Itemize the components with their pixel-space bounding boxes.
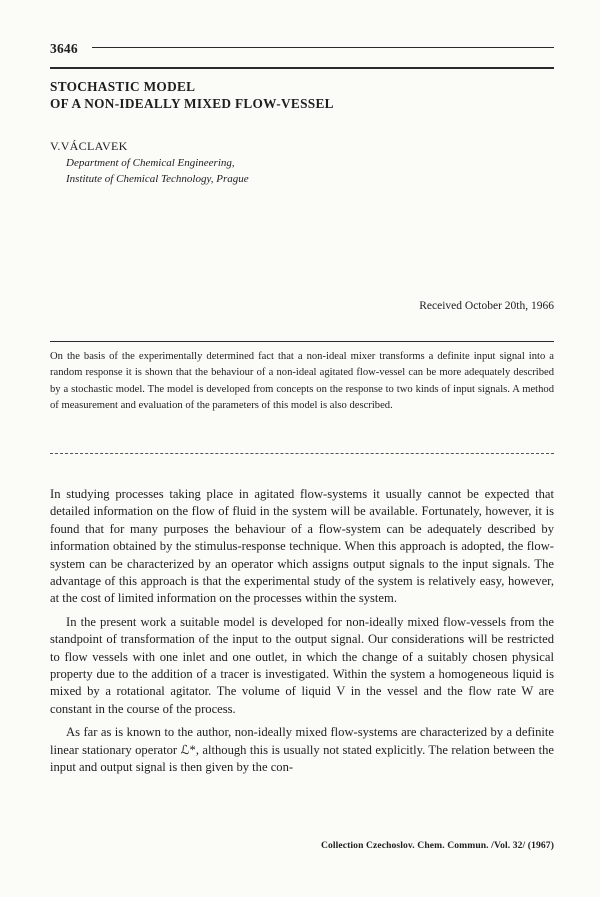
header-rule-thin <box>92 47 554 48</box>
paragraph-2: In the present work a suitable model is developed for non-ideally mixed flow-vessels from the standpoint of transformation of the input to the output signal. Our considerations will be restricted to flow vessels with one inlet and one outlet, in which the change of a suitably chosen physical property due to the addition of a tracer is investigated. Within the system a homogeneous liquid is mixed by a rotational agitator. The volume of liquid V in the vessel and the flow rate W are constant in the course of the process. <box>50 614 554 716</box>
abstract-rule-bottom <box>50 453 554 454</box>
title-line-1: STOCHASTIC MODEL <box>50 79 196 94</box>
title-line-2: OF A NON-IDEALLY MIXED FLOW-VESSEL <box>50 96 334 111</box>
received-date: Received October 20th, 1966 <box>419 300 554 312</box>
body-text <box>50 486 554 783</box>
abstract-rule-top <box>50 341 554 342</box>
author-name: V.VÁCLAVEK <box>50 139 128 153</box>
paragraph-1: In studying processes taking place in agitated flow-systems it usually cannot be expected that detailed information on the flow of fluid in the system will be available. Fortunately, however, it is found that for many purposes the behaviour of a flow-system can be adequately described by information obtained by the stimulus-response technique. When this approach is adopted, the flow-system can be characterized by an operator which assigns output signals to the input signals. The advantage of this approach is that the experimental study of the system is relatively easy, however, at the cost of limited information on the processes within the system. <box>50 487 554 606</box>
author-affiliation <box>66 155 249 187</box>
affiliation-line-2: Institute of Chemical Technology, Prague <box>66 173 249 185</box>
abstract: On the basis of the experimentally determined fact that a non-ideal mixer transforms a definite input signal into a random response it is shown that the behaviour of a non-ideal agitated flow-vessel can be more adequately described by a stochastic model. The model is developed from concepts on the response to two kinds of input signals. A method of measurement and evaluation of the parameters of this model is also described. <box>50 351 554 411</box>
journal-footer: Collection Czechoslov. Chem. Commun. /Vol. 32/ (1967) <box>320 840 554 851</box>
paragraph-3: As far as is known to the author, non-ideally mixed flow-systems are characterized by a definite linear stationary operator ℒ*, although this is usually not stated explicitly. The relation between the input and output signal is then given by the con- <box>50 725 554 775</box>
header-rule-thick <box>50 67 554 69</box>
article-title <box>50 78 334 112</box>
affiliation-line-1: Department of Chemical Engineering, <box>66 157 235 169</box>
page-number: 3646 <box>50 41 78 56</box>
